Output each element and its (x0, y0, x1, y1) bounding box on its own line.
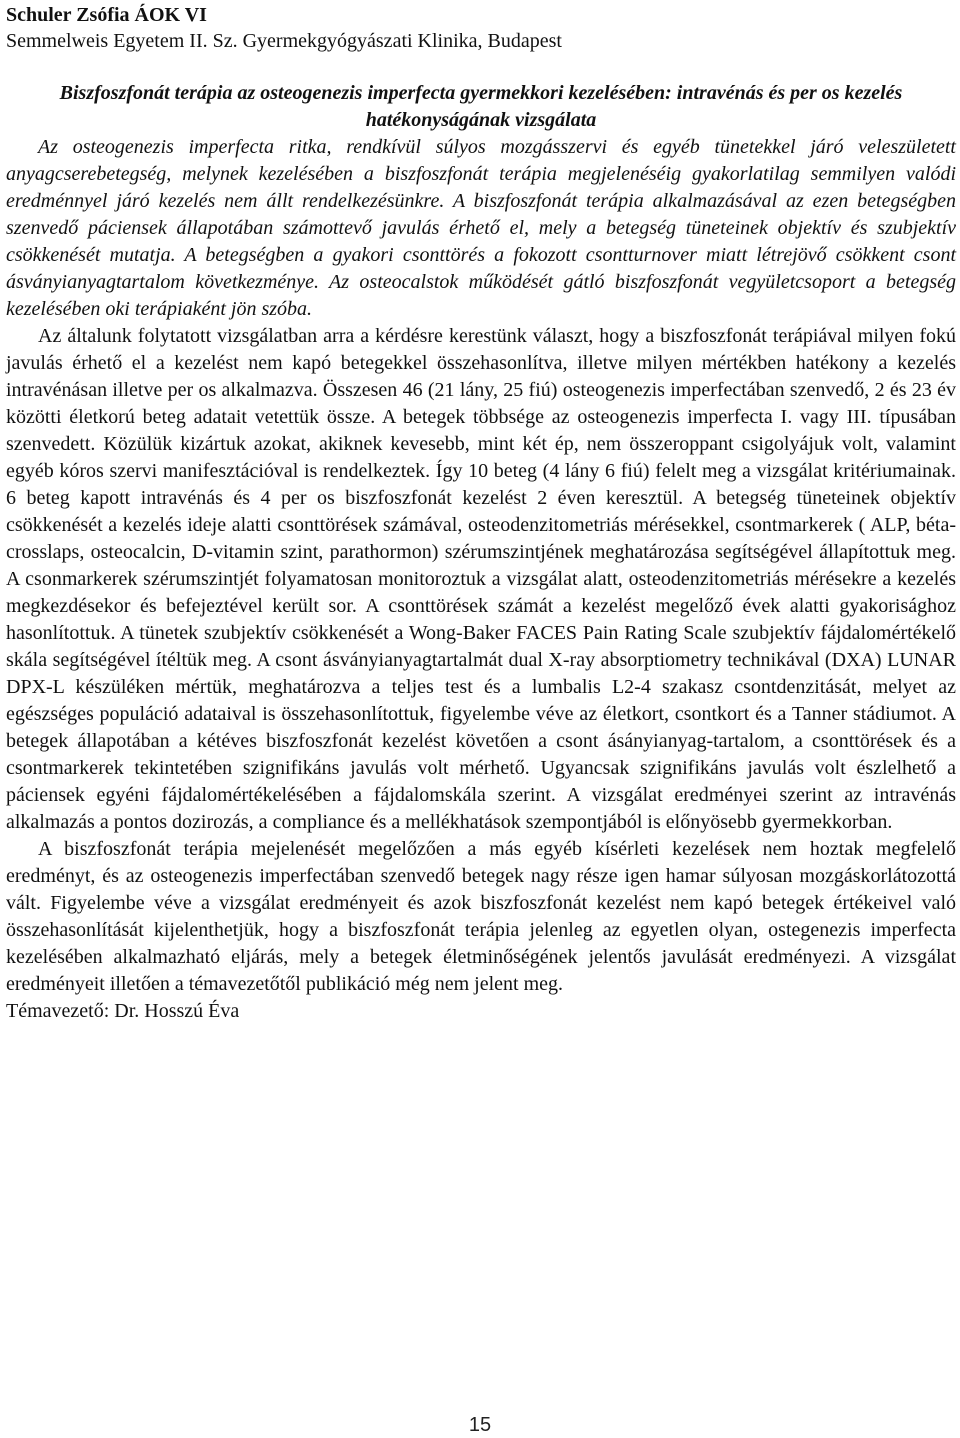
page-number: 15 (468, 1414, 492, 1436)
abstract-page (6, 2, 956, 1025)
affiliation-line: Semmelweis Egyetem II. Sz. Gyermekgyógyászati Klinika, Budapest (6, 30, 562, 52)
paragraph-methods-results: Az általunk folytatott vizsgálatban arra a kérdésre kerestünk választ, hogy a biszfoszfonát terápiával milyen fokú javulás érhető el a kezelést nem kapó betegekkel összehasonlítva, illetve milyen mértékben hatékony a kezelés intravénásan illetve per os alkalmazva. Összesen 46 (21 lány, 25 fiú) osteogenezis imperfectában szenvedő, 2 és 23 év közötti életkorú beteg adatait vetettük össze. A betegek többsége az osteogenezis imperfecta I. vagy III. típusában szenvedett. Közülük kizártuk azokat, akiknek kevesebb, mint két ép, nem összeroppant csigolyájuk volt, valamint egyéb kóros szervi manifesztációval is rendelkeztek. Így 10 beteg (4 lány 6 fiú) felelt meg a vizsgálat kritériumainak. 6 beteg kapott intravénás és 4 per os biszfoszfonát kezelést 2 éven keresztül. A betegség tüneteinek objektív csökkenését a kezelés ideje alatti csonttörések számával, osteodenzitometriás mérésekkel, csontmarkerek ( ALP, béta-crosslaps, osteocalcin, D-vitamin szint, parathormon) szérumszintjének meghatározása segítségével állapítottuk meg. A csonmarkerek szérumszintjét folyamatosan monitoroztuk a vizsgálat alatt, osteodenzitometriás mérésekre a kezelés megkezdésekor és befejeztével került sor. A csonttörések számát a kezelést megelőző évek alatti gyakorisághoz hasonlítottuk. A tünetek szubjektív csökkenését a Wong-Baker FACES Pain Rating Scale szubjektív fájdalomértékelő skála segítségével ítéltük meg. A csont ásványianyagtartalmát dual X-ray absorptiometry technikával (DXA) LUNAR DPX-L készüléken mértük, meghatározva a teljes test és a lumbalis L2-4 szakasz csontdenzitását, melyet az egészséges populáció adataival is összehasonlítottuk, figyelembe véve az életkort, csontkort és a Tanner stádiumot. A betegek állapotában a kétéves biszfoszfonát kezelést követően a csont ásányianyag-tartalom, a csonttörések és a csontmarkerek tekintetében szignifikáns javulás volt mérhető. Ugyancsak szignifikáns javulás volt észlelhető a páciensek egyéni fájdalomértékelésében a fájdalomskála szerint. A vizsgálat eredményei szerint az intravénás alkalmazás a pontos dozirozás, a compliance és a mellékhatások szempontjából is előnyösebb gyermekkorban. (6, 325, 956, 833)
abstract-body (6, 134, 956, 998)
supervisor-line: Témavezető: Dr. Hosszú Éva (6, 1000, 240, 1022)
abstract-title: Biszfoszfonát terápia az osteogenezis imperfecta gyermekkori kezelésében: intravénás és per os kezelés hatékonyságának vizsgálata (59, 82, 903, 131)
paragraph-conclusion: A biszfoszfonát terápia mejelenését megelőzően a más egyéb kísérleti kezelések nem hoztak megfelelő eredményt, és az osteogenezis imperfectában szenvedő betegek nagy része igen hamar súlyosan mozgáskorlátozottá vált. Figyelembe véve a vizsgálat eredményeit és azok biszfoszfonát kezelést nem kapó betegek értékeivel való összehasonlítását kijelenthetjük, hogy a biszfoszfonát terápia jelenleg az egyetlen olyan, ostegenezis imperfecta kezelésében alkalmazható eljárás, mely a betegek életminőségének jelentős javulását eredményezi. A vizsgálat eredményeit illetően a témavezetőtől publikáció még nem jelent meg. (6, 838, 956, 995)
author-line: Schuler Zsófia ÁOK VI (6, 4, 207, 26)
paragraph-introduction: Az osteogenezis imperfecta ritka, rendkívül súlyos mozgásszervi és egyéb tünetekkel járó veleszületett anyagcserebetegség, melynek kezelésében a biszfoszfonát terápia megjelenéséig gyakorlatilag semmilyen valódi eredménnyel járó kezelés nem állt rendelkezésünkre. A biszfoszfonát terápia alkalmazásával az ezen betegségben szenvedő páciensek állapotában számottevő javulás érhető el, mely a betegség tüneteinek objektív és szubjektív csökkenését mutatja. A betegségben a gyakori csonttörés a fokozott csontturnover miatt létrejövő csökkent csont ásványianyagtartalom következménye. Az osteocalstok működését gátló biszfoszfonát vegyületcsoport a betegség kezelésében oki terápiaként jön szóba. (6, 136, 956, 320)
